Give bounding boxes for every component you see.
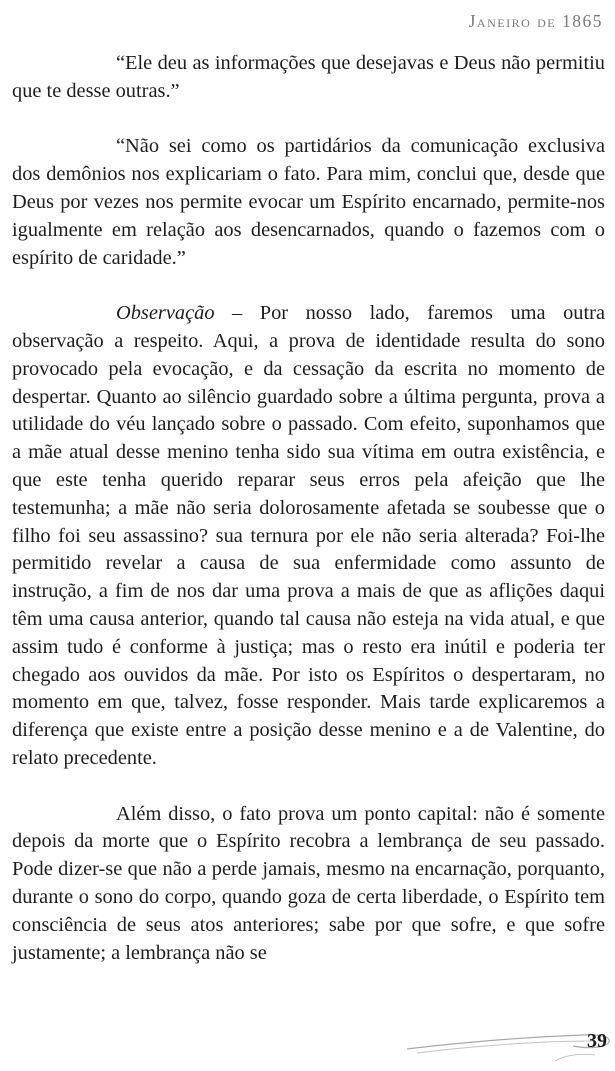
paragraph-3 — [12, 300, 605, 773]
page-number: 39 — [587, 1030, 607, 1052]
flourish-swash-icon — [405, 1019, 615, 1069]
paragraph-2: “Não sei como os partidários da comunicação exclusiva dos demônios nos explicariam o fato. Para mim, conclui que, desde que Deus por vezes nos permite evocar um Espírito encarnado, permite-nos igualmente em relação aos desencarnados, quando o fazemos com o espírito de caridade.” — [12, 135, 605, 269]
observation-label: Observação — [116, 302, 215, 325]
paragraph-1: “Ele deu as informações que desejavas e Deus não permitiu que te desse outras.” — [12, 52, 605, 102]
running-head: Janeiro de 1865 — [468, 11, 603, 31]
body-text — [12, 50, 605, 967]
paragraph-3-text: – Por nosso lado, faremos uma outra observação a respeito. Aqui, a prova de identidade resulta do sono provocado pela evocação, e da cessação da escrita no momento de despertar. Quanto ao silêncio guardado sobre a última pergunta, prova a utilidade do véu lançado sobre o passado. Com efeito, suponhamos que a mãe atual desse menino tenha sido sua vítima em outra existência, e que este tenha querido reparar seus erros pela afeição que lhe testemunha; a mãe não seria dolorosamente afetada se soubesse que o filho foi seu assassino? sua ternura por ele não seria alterada? Foi-lhe permitido revelar a causa de sua enfermidade como assunto de instrução, a fim de nos dar uma prova a mais de que as aflições daqui têm uma causa anterior, quando tal causa não esteja na vida atual, e que assim tudo é conforme à justiça; mas o resto era inútil e poderia ter chegado aos ouvidos da mãe. Por isto os Espíritos o despertaram, no momento em que, talvez, fosse responder. Mais tarde explicaremos a diferença que existe entre a posição desse menino e a de Valentine, do relato precedente. — [12, 302, 605, 769]
paragraph-4: Além disso, o fato prova um ponto capital: não é somente depois da morte que o Espírito recobra a lembrança de seu passado. Pode dizer-se que não a perde jamais, mesmo na encarnação, porquanto, durante o sono do corpo, quando goza de certa liberdade, o Espírito tem consciência de seus atos anteriores; sabe por que sofre, e que sofre justamente; a lembrança não se — [12, 802, 605, 964]
